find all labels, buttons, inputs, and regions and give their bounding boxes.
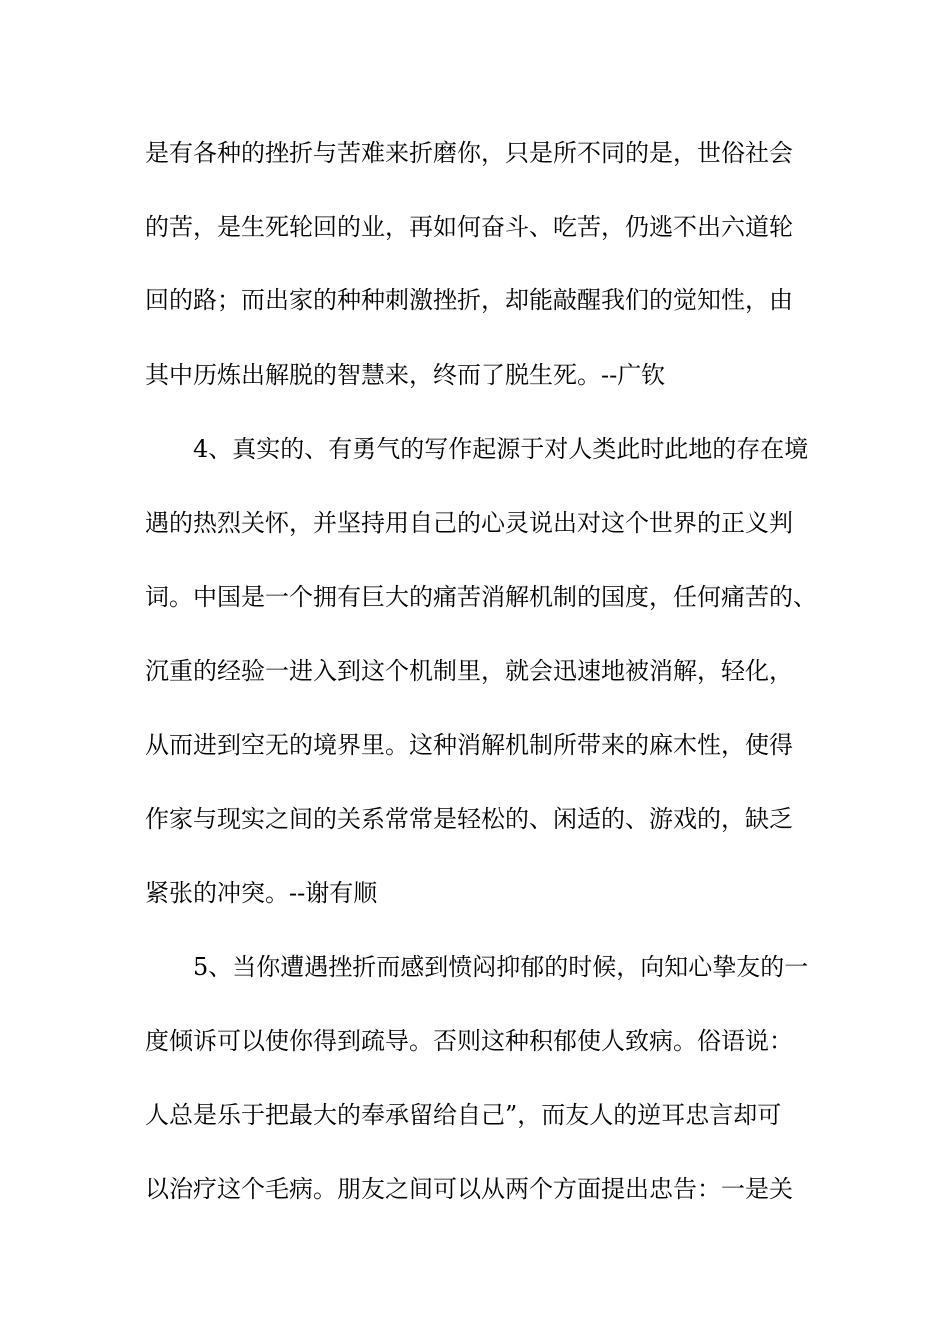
text-line: 是有各种的挫折与苦难来折磨你，只是所不同的是，世俗社会 bbox=[145, 139, 793, 167]
text-line: 回的路；而出家的种种刺激挫折，却能敲醒我们的觉知性，由 bbox=[145, 286, 793, 314]
text-line: 的苦，是生死轮回的业，再如何奋斗、吃苦，仍逃不出六道轮 bbox=[145, 213, 793, 241]
paragraph-start-line: 5、当你遭遇挫折而感到愤闷抑郁的时候，向知心挚友的一 bbox=[193, 953, 809, 981]
text-line: 遇的热烈关怀，并坚持用自己的心灵说出对这个世界的正义判 bbox=[145, 509, 793, 537]
text-line: 作家与现实之间的关系常常是轻松的、闲适的、游戏的，缺乏 bbox=[145, 805, 793, 833]
text-line: 从而进到空无的境界里。这种消解机制所带来的麻木性，使得 bbox=[145, 731, 793, 759]
text-line: 词。中国是一个拥有巨大的痛苦消解机制的国度，任何痛苦的、 bbox=[145, 583, 817, 611]
text-line: 人总是乐于把最大的奉承留给自己”，而友人的逆耳忠言却可 bbox=[145, 1101, 782, 1129]
text-line: 以治疗这个毛病。朋友之间可以从两个方面提出忠告：一是关 bbox=[145, 1175, 793, 1203]
text-line: 紧张的冲突。--谢有顺 bbox=[145, 879, 378, 907]
text-line: 其中历炼出解脱的智慧来，终而了脱生死。--广钦 bbox=[145, 361, 666, 389]
text-line: 度倾诉可以使你得到疏导。否则这种积郁使人致病。俗语说： bbox=[145, 1027, 793, 1055]
paragraph-start-line: 4、真实的、有勇气的写作起源于对人类此时此地的存在境 bbox=[193, 435, 809, 463]
text-line: 沉重的经验一进入到这个机制里，就会迅速地被消解，轻化， bbox=[145, 657, 793, 685]
